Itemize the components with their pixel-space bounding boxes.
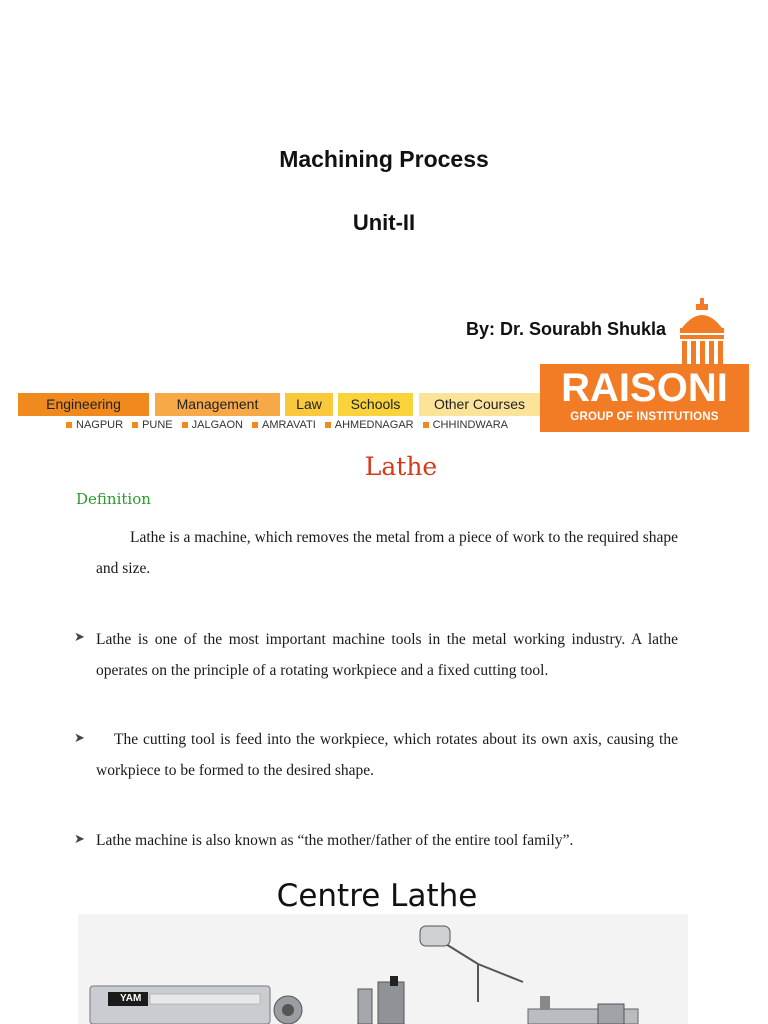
square-bullet-icon [182,422,188,428]
bullet-item: Lathe is one of the most important machine tools in the metal working industry. A lathe operates on the principle of a rotating workpiece and a fixed cutting tool. [96,631,678,679]
city-name: NAGPUR [76,419,124,431]
definition-text: Lathe is a machine, which removes the metal from a piece of work to the required shape and size. [96,529,678,577]
logo-name: RAISONI [561,366,728,410]
author-line: By: Dr. Sourabh Shukla [466,319,667,339]
city-name: AHMEDNAGAR [334,419,414,431]
arrow-bullet-icon: ➤ [74,629,85,644]
city-item [423,419,508,431]
banner-tab-law: Law [285,393,333,416]
definition-label: Definition [76,490,151,508]
arrow-bullet-icon: ➤ [74,730,85,745]
bullet-item: Lathe machine is also known as “the mother/father of the entire tool family”. [96,832,574,849]
banner-tab-management: Management [155,393,280,416]
square-bullet-icon [132,422,138,428]
banner-tab-engineering: Engineering [18,393,149,416]
figure-title: Centre Lathe [276,878,478,914]
square-bullet-icon [252,422,258,428]
city-name: CHHINDWARA [432,419,508,431]
logo-subtitle: GROUP OF INSTITUTIONS [570,411,719,423]
banner-tab-schools: Schools [338,393,413,416]
city-name: JALGAON [191,419,243,431]
definition-paragraph [96,522,678,584]
machine-brand-label: YAM [120,993,142,1004]
banner-tab-other-courses: Other Courses [419,393,540,416]
city-list [66,419,517,431]
dome-logo-icon [676,298,728,366]
lathe-illustration-icon [78,914,688,1024]
city-name: PUNE [142,419,173,431]
unit-label: Unit-II [352,210,416,235]
bullet-text: The cutting tool is feed into the workpiece, which rotates about its own axis, causing the workpiece to be formed to the desired shape. [96,731,678,779]
bullet-item [96,724,678,786]
lathe-machine-image [78,914,688,1024]
city-item [182,419,243,431]
city-name: AMRAVATI [261,419,316,431]
city-item [252,419,316,431]
square-bullet-icon [66,422,72,428]
arrow-bullet-icon: ➤ [74,831,85,846]
square-bullet-icon [423,422,429,428]
square-bullet-icon [325,422,331,428]
city-item [325,419,414,431]
document-title: Machining Process [279,146,489,172]
city-item [132,419,173,431]
city-item [66,419,123,431]
section-heading: Lathe [364,452,438,481]
